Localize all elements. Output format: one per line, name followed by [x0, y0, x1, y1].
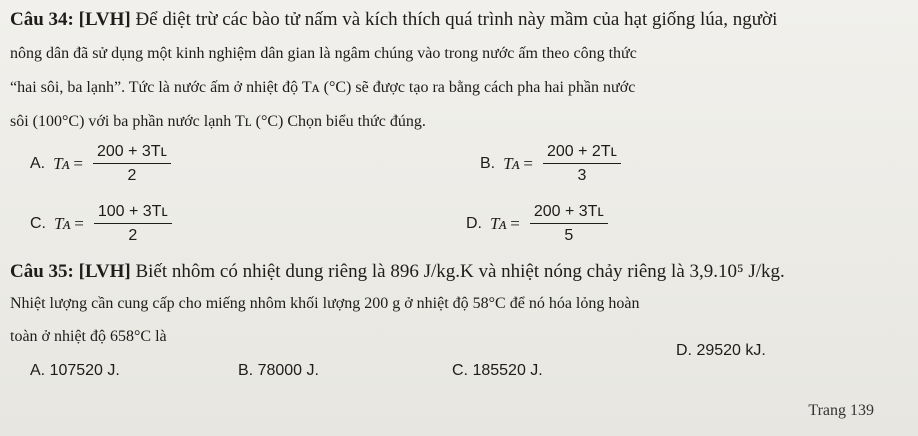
- option-letter: C.: [30, 215, 46, 232]
- q35-line-1: [10, 262, 785, 281]
- fraction-denominator: 2: [128, 227, 138, 244]
- q35-line-3: toàn ở nhiệt độ 658°C là: [10, 328, 167, 345]
- equals-sign: =: [73, 154, 83, 173]
- fraction-denominator: 5: [564, 227, 574, 244]
- q34-line-3: “hai sôi, ba lạnh”. Tức là nước ấm ở nhiệt độ Tᴀ (°C) sẽ được tạo ra bằng cách pha hai phần nước: [10, 79, 636, 96]
- fraction-denominator: 2: [127, 167, 137, 184]
- option-letter: A.: [30, 155, 46, 172]
- q34-option-b[interactable]: [480, 143, 621, 185]
- option-letter: B.: [480, 155, 496, 172]
- q35-text-1: Biết nhôm có nhiệt dung riêng là 896 J/kg.K và nhiệt nóng chảy riêng là 3,9.10⁵ J/kg.: [135, 261, 785, 282]
- fraction-numerator: 200 + 2Tʟ: [543, 143, 621, 164]
- fraction: [93, 143, 171, 185]
- equals-sign: =: [510, 214, 520, 233]
- fraction-numerator: 100 + 3Tʟ: [94, 203, 172, 224]
- formula-lhs: Tᴀ: [54, 214, 71, 233]
- fraction: [94, 203, 172, 245]
- q35-answer-b[interactable]: B. 78000 J.: [238, 362, 319, 379]
- q35-answer-d[interactable]: D. 29520 kJ.: [676, 342, 766, 359]
- formula-lhs: Tᴀ: [53, 154, 70, 173]
- q35-answer-c[interactable]: C. 185520 J.: [452, 362, 543, 379]
- formula-lhs: Tᴀ: [490, 214, 507, 233]
- fraction: [530, 203, 608, 245]
- q34-line-4: sôi (100°C) với ba phần nước lạnh Tʟ (°C) Chọn biểu thức đúng.: [10, 113, 426, 130]
- fraction-numerator: 200 + 3Tʟ: [93, 143, 171, 164]
- equals-sign: =: [74, 214, 84, 233]
- q34-option-c[interactable]: [30, 203, 172, 245]
- q34-option-a[interactable]: [30, 143, 171, 185]
- q35-label: Câu 35: [LVH]: [10, 261, 131, 282]
- fraction: [543, 143, 621, 185]
- fraction-numerator: 200 + 3Tʟ: [530, 203, 608, 224]
- q35-line-2: Nhiệt lượng cần cung cấp cho miếng nhôm khối lượng 200 g ở nhiệt độ 58°C để nó hóa lỏng hoàn: [10, 295, 640, 312]
- option-letter: D.: [466, 215, 482, 232]
- q35-answer-a[interactable]: A. 107520 J.: [30, 362, 120, 379]
- q34-label: Câu 34: [LVH]: [10, 9, 131, 30]
- page-number: Trang 139: [808, 402, 874, 419]
- q34-line-1: [10, 10, 777, 29]
- q34-text-1: Để diệt trừ các bào tử nấm và kích thích quá trình này mầm của hạt giống lúa, người: [135, 9, 778, 30]
- fraction-denominator: 3: [577, 167, 587, 184]
- equals-sign: =: [523, 154, 533, 173]
- q34-line-2: nông dân đã sử dụng một kinh nghiệm dân gian là ngâm chúng vào trong nước ấm theo công thức: [10, 45, 637, 62]
- q34-option-d[interactable]: [466, 203, 608, 245]
- formula-lhs: Tᴀ: [503, 154, 520, 173]
